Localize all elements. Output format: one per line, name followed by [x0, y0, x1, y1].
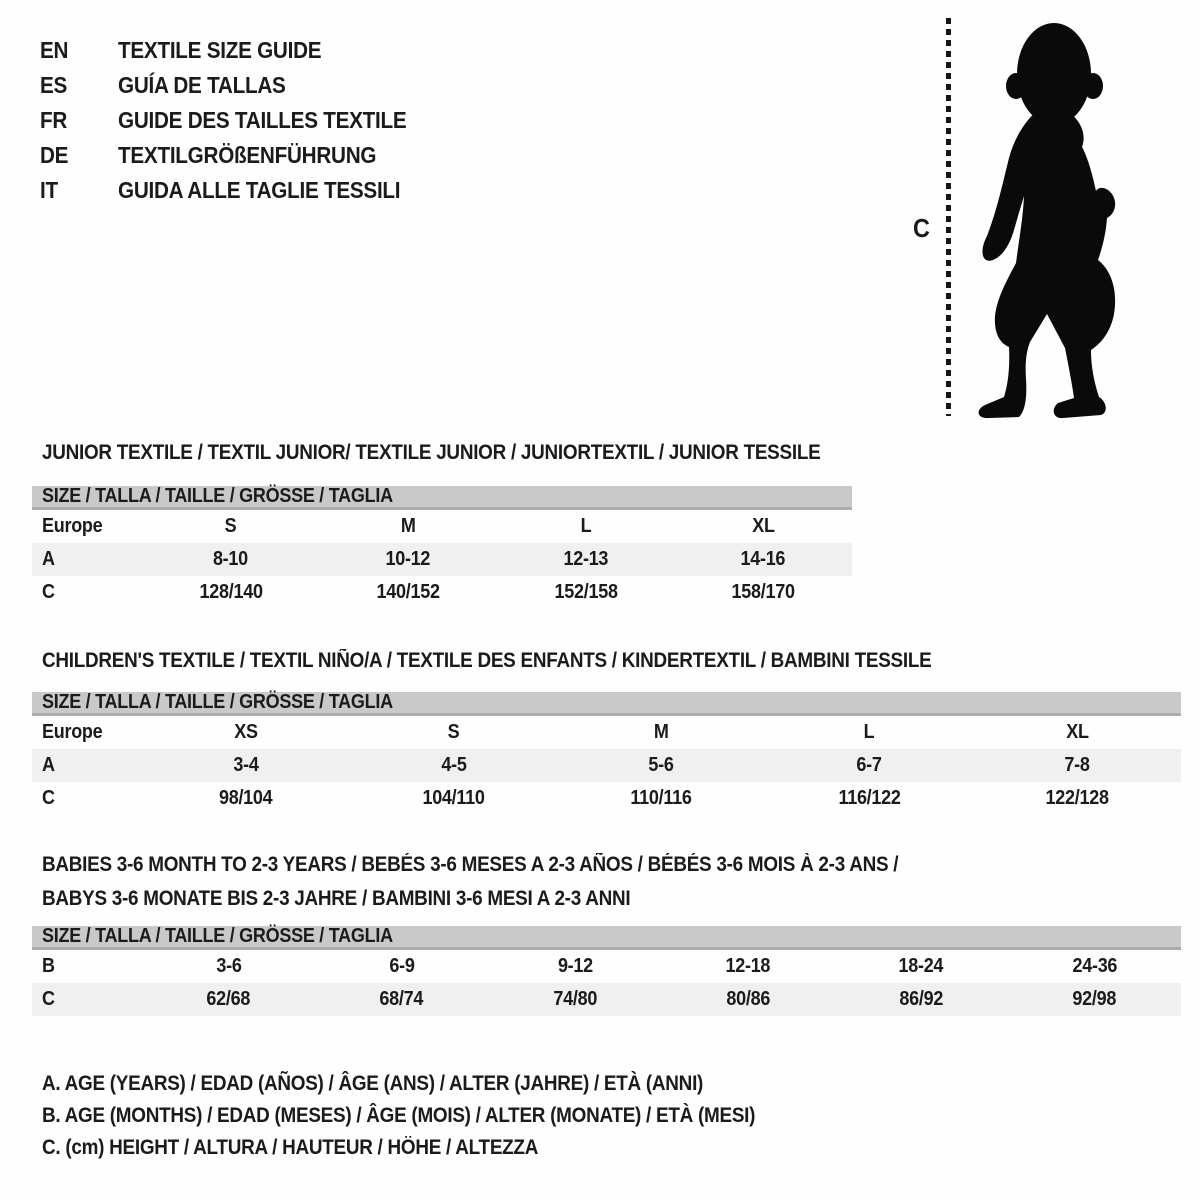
row-label: C	[42, 988, 55, 1010]
table-row	[32, 716, 1181, 749]
language-code: IT	[40, 177, 58, 203]
table-cell: 116/122	[838, 787, 901, 809]
table-cell: 7-8	[1064, 754, 1090, 776]
language-title: GUIDE DES TAILLES TEXTILE	[118, 107, 407, 133]
table-cell: M	[400, 515, 416, 537]
table-cell: 152/158	[554, 581, 618, 603]
section-title: JUNIOR TEXTILE / TEXTIL JUNIOR/ TEXTILE JUNIOR / JUNIORTEXTIL / JUNIOR TESSILE	[42, 441, 821, 464]
table-cell: 110/116	[630, 787, 693, 809]
table-row	[32, 510, 852, 543]
table-cell: 3-6	[215, 955, 242, 977]
table-cell: 4-5	[441, 754, 467, 776]
babies-size-table	[32, 926, 1181, 1016]
table-cell: 92/98	[1072, 988, 1117, 1010]
legend-age-years: A. AGE (YEARS) / EDAD (AÑOS) / ÂGE (ANS) / ALTER (JAHRE) / ETÀ (ANNI)	[42, 1072, 704, 1095]
table-cell: 74/80	[553, 988, 597, 1010]
legend-age-months: B. AGE (MONTHS) / EDAD (MESES) / ÂGE (MOIS) / ALTER (MONATE) / ETÀ (MESI)	[42, 1104, 756, 1127]
section-children-textile	[32, 644, 1181, 815]
language-code: ES	[40, 72, 68, 98]
height-measure-dashed-line	[946, 18, 951, 416]
row-label: B	[42, 955, 55, 977]
language-row-fr	[40, 103, 439, 138]
language-code: EN	[40, 37, 69, 63]
table-cell: 104/110	[422, 787, 485, 809]
row-label: Europe	[42, 721, 103, 743]
table-cell: 62/68	[206, 988, 251, 1010]
table-cell: XL	[752, 515, 775, 537]
table-cell: L	[580, 515, 592, 537]
section-junior-textile	[32, 436, 907, 609]
section-title: BABYS 3-6 MONATE BIS 2-3 JAHRE / BAMBINI 3-6 MESI A 2-3 ANNI	[42, 887, 631, 910]
section-title: CHILDREN'S TEXTILE / TEXTIL NIÑO/A / TEXTILE DES ENFANTS / KINDERTEXTIL / BAMBINI TESSILE	[42, 649, 932, 672]
row-label: C	[42, 787, 55, 809]
table-cell: S	[224, 515, 237, 537]
table-cell: 158/170	[731, 581, 795, 603]
language-code: FR	[40, 107, 68, 133]
table-cell: 5-6	[648, 754, 675, 776]
table-size-header: SIZE / TALLA / TAILLE / GRÖSSE / TAGLIA	[32, 926, 1181, 950]
children-size-table	[32, 692, 1181, 815]
table-cell: 12-18	[725, 955, 771, 977]
table-cell: 80/86	[726, 988, 770, 1010]
row-label: A	[42, 754, 55, 776]
table-cell: 6-9	[389, 955, 415, 977]
language-title: GUIDA ALLE TAGLIE TESSILI	[118, 177, 401, 203]
language-title: TEXTILGRÖßENFÜHRUNG	[118, 142, 377, 168]
table-size-header: SIZE / TALLA / TAILLE / GRÖSSE / TAGLIA	[32, 486, 852, 510]
section-title: BABIES 3-6 MONTH TO 2-3 YEARS / BEBÉS 3-6 MESES A 2-3 AÑOS / BÉBÉS 3-6 MOIS À 2-3 ANS /	[42, 853, 899, 876]
table-cell: 12-13	[563, 548, 609, 570]
table-cell: 140/152	[376, 581, 440, 603]
legend-height-cm: C. (cm) HEIGHT / ALTURA / HAUTEUR / HÖHE / ALTEZZA	[42, 1136, 539, 1159]
row-label: C	[42, 581, 55, 603]
language-title: TEXTILE SIZE GUIDE	[118, 37, 322, 63]
table-row	[32, 543, 852, 576]
measure-legend	[42, 1068, 834, 1164]
table-row	[32, 983, 1181, 1016]
table-cell: M	[654, 721, 669, 743]
table-cell: 9-12	[557, 955, 593, 977]
table-cell: 68/74	[379, 988, 424, 1010]
table-size-header: SIZE / TALLA / TAILLE / GRÖSSE / TAGLIA	[32, 692, 1181, 716]
table-cell: 6-7	[856, 754, 882, 776]
table-cell: 98/104	[219, 787, 273, 809]
table-row	[32, 576, 852, 609]
table-cell: 8-10	[213, 548, 249, 570]
table-cell: S	[447, 721, 460, 743]
table-cell: 18-24	[898, 955, 944, 977]
table-row	[32, 782, 1181, 815]
height-measure-c-label: C	[913, 213, 930, 243]
row-label: Europe	[42, 515, 103, 537]
table-cell: 24-36	[1072, 955, 1117, 977]
table-row	[32, 749, 1181, 782]
table-cell: 14-16	[740, 548, 786, 570]
table-row	[32, 950, 1181, 983]
row-label: A	[42, 548, 55, 570]
table-cell: L	[863, 721, 875, 743]
language-row-it	[40, 173, 439, 208]
section-babies-textile	[32, 848, 1181, 1016]
language-list	[40, 33, 439, 208]
table-cell: 122/128	[1045, 787, 1109, 809]
junior-size-table	[32, 486, 852, 609]
table-cell: 128/140	[199, 581, 263, 603]
toddler-silhouette-image	[968, 20, 1131, 420]
language-code: DE	[40, 142, 69, 168]
language-row-en	[40, 33, 439, 68]
table-cell: XS	[234, 721, 258, 743]
table-cell: 3-4	[233, 754, 259, 776]
language-row-de	[40, 138, 439, 173]
language-row-es	[40, 68, 439, 103]
table-cell: 86/92	[899, 988, 944, 1010]
language-title: GUÍA DE TALLAS	[118, 72, 286, 98]
table-cell: XL	[1065, 721, 1089, 743]
table-cell: 10-12	[385, 548, 431, 570]
